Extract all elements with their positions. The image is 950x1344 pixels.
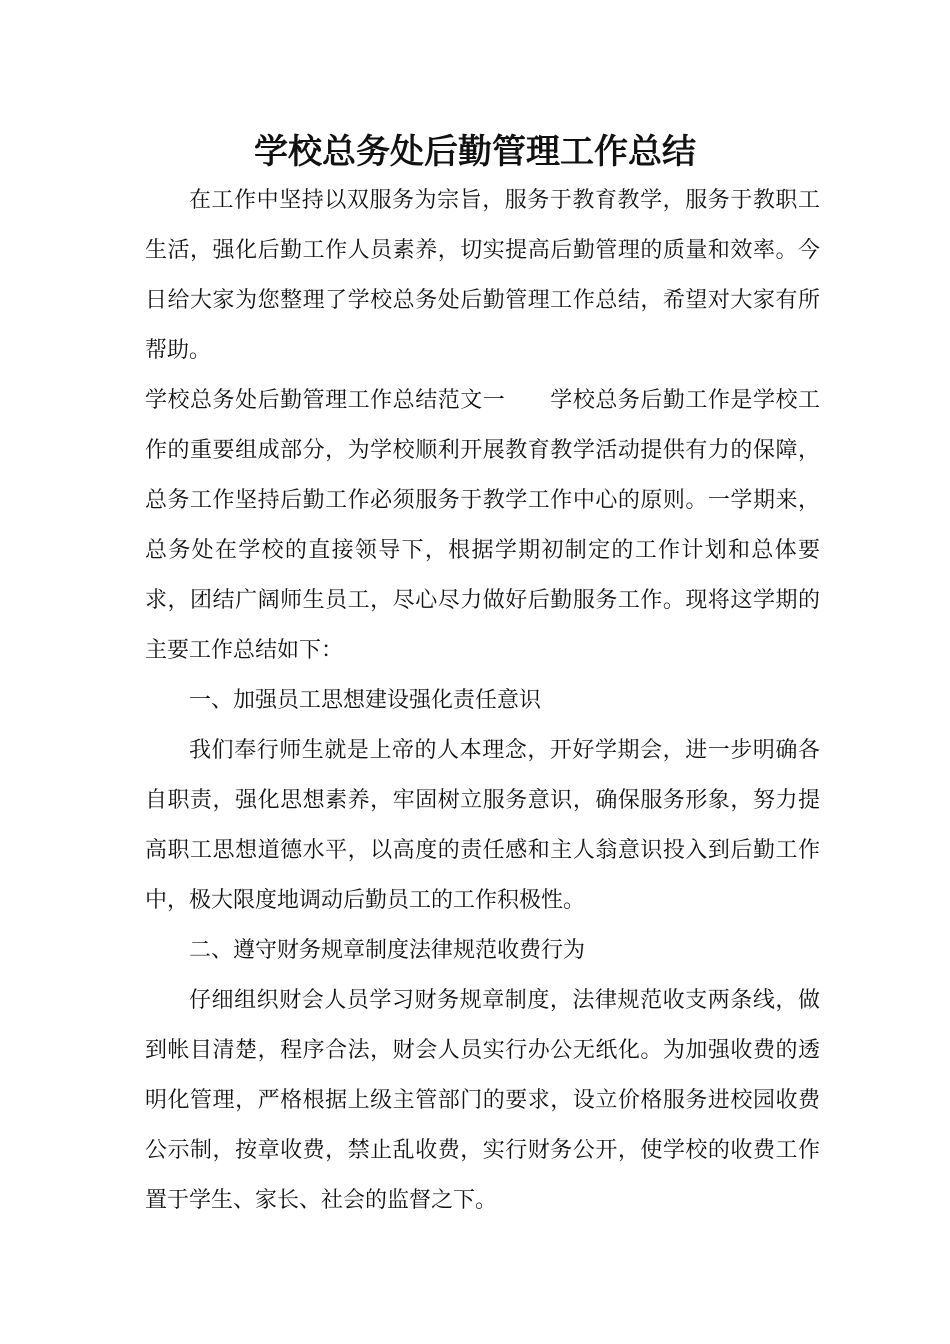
section-heading-two: 二、遵守财务规章制度法律规范收费行为 <box>189 938 586 963</box>
paragraph-section-one: 我们奉行师生就是上帝的人本理念，开好学期会，进一步明确各自职责，强化思想素养，牢固树立服务意识，确保服务形象，努力提高职工思想道德水平，以高度的责任感和主人翁意识投入到后勤工作中，极大限度地调动后勤员工的工作积极性。 <box>145 738 820 913</box>
paragraph-section-two: 仔细组织财会人员学习财务规章制度，法律规范收支两条线，做到帐目清楚，程序合法，财会人员实行办公无纸化。为加强收费的透明化管理，严格根据上级主管部门的要求，设立价格服务进校园收费公示制，按章收费，禁止乱收费，实行财务公开，使学校的收费工作置于学生、家长、社会的监督之下。 <box>145 988 820 1213</box>
section-heading-one: 一、加强员工思想建设强化责任意识 <box>189 688 542 713</box>
paragraph-intro: 在工作中坚持以双服务为宗旨，服务于教育教学，服务于教职工生活，强化后勤工作人员素养，切实提高后勤管理的质量和效率。今日给大家为您整理了学校总务处后勤管理工作总结，希望对大家有所帮助。 <box>145 188 820 363</box>
document-title: 学校总务处后勤管理工作总结 <box>254 132 696 172</box>
paragraph-sample-one: 学校总务处后勤管理工作总结范文一 学校总务后勤工作是学校工作的重要组成部分，为学校顺利开展教育教学活动提供有力的保障，总务工作坚持后勤工作必须服务于教学工作中心的原则。一学期来，总务处在学校的直接领导下，根据学期初制定的工作计划和总体要求，团结广阔师生员工，尽心尽力做好后勤服务工作。现将这学期的主要工作总结如下： <box>145 388 820 663</box>
document-body <box>145 176 820 1226</box>
